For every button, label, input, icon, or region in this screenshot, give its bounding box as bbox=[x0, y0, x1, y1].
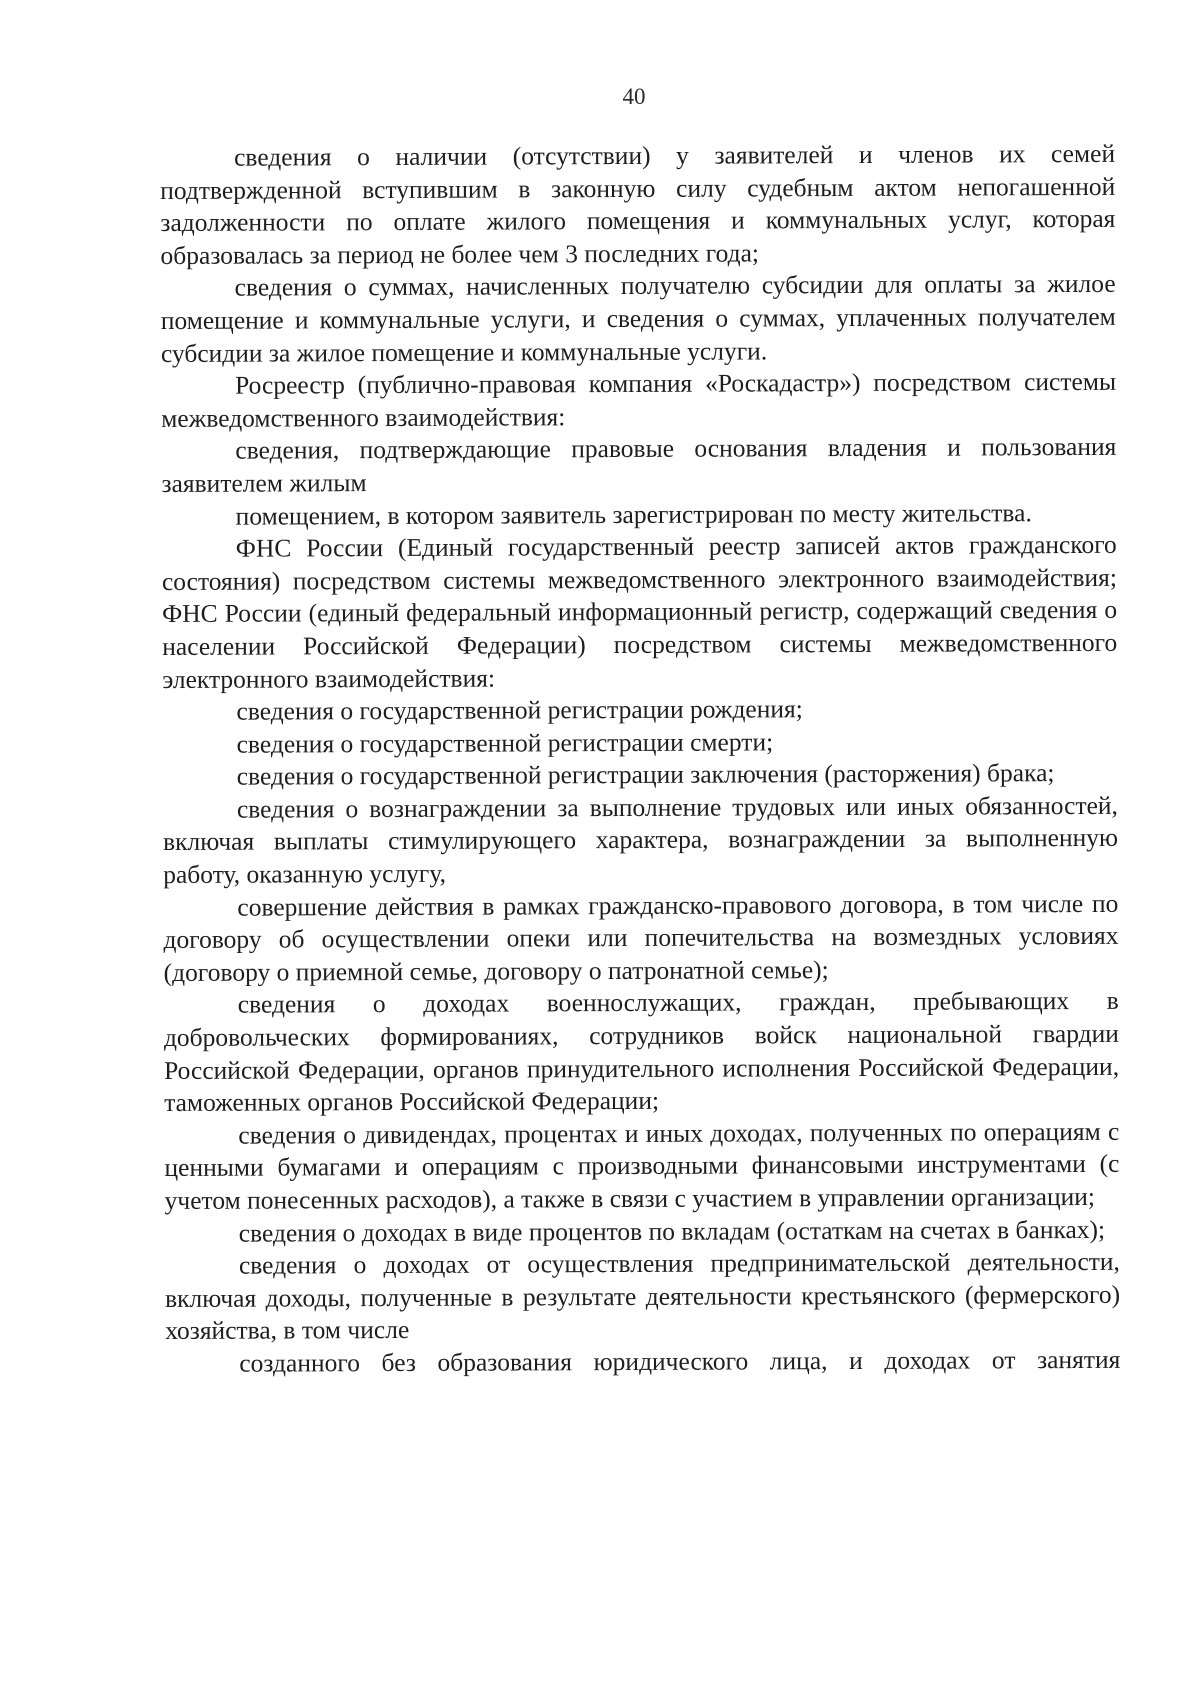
paragraph: сведения о государственной регистрации смерти; bbox=[236, 727, 774, 759]
paragraph: Росреестр (публично-правовая компания «Роскадастр») посредством системы межведомственного взаимодействия: bbox=[161, 366, 1117, 433]
document-body bbox=[160, 138, 1120, 1381]
paragraph: созданного без образования юридического лица, и доходах от занятия bbox=[239, 1344, 1121, 1378]
paragraph: сведения о доходах военнослужащих, граждан, пребывающих в добровольческих формированиях, сотрудников войск национальной гвардии Российской Федерации, органов принудительного исполнения Российской Федерации, таможенных органов Российской Федерации; bbox=[163, 986, 1120, 1118]
paragraph: совершение действия в рамках гражданско-правового договора, в том числе по договору об осуществлении опеки или попечительства на возмездных условиях (договору о приемной семье, договору о патронатной семье); bbox=[163, 888, 1119, 987]
paragraph: сведения о доходах в виде процентов по вкладам (остаткам на счетах в банках); bbox=[238, 1214, 1106, 1248]
paragraph: ФНС России (Единый государственный реестр записей актов гражданского состояния) посредством системы межведомственного электронного взаимодействия; ФНС России (единый федеральный информационный регистр, содержащий сведения о населении Российской Федерации) посредством системы межведомственного электронного взаимодействия: bbox=[161, 529, 1118, 694]
paragraph: сведения о вознаграждении за выполнение трудовых или иных обязанностей, включая выплаты стимулирующего характера, вознаграждении за выполненную работу, оказанную услугу, bbox=[162, 790, 1119, 890]
paragraph: помещением, в котором заявитель зарегистрирован по месту жительства. bbox=[235, 497, 1032, 531]
paragraph: сведения о государственной регистрации рождения; bbox=[236, 694, 803, 726]
paragraph: сведения о доходах от осуществления предпринимательской деятельности, включая доходы, полученные в результате деятельности крестьянского (фермерского) хозяйства, в том числе bbox=[164, 1247, 1121, 1346]
paragraph: сведения о государственной регистрации заключения (расторжения) брака; bbox=[236, 758, 1055, 791]
paragraph: сведения о наличии (отсутствии) у заявителей и членов их семей подтвержденной вступившим в законную силу судебным актом непогашенной задолженности по оплате жилого помещения и коммунальных услуг, которая образовалась за период не более чем 3 последних года; bbox=[160, 138, 1116, 270]
page-number: 40 bbox=[622, 84, 646, 109]
paragraph: сведения о суммах, начисленных получателю субсидии для оплаты за жилое помещение и коммунальные услуги, и сведения о суммах, уплаченных получателем субсидии за жилое помещение и коммунальные услуги. bbox=[160, 269, 1116, 368]
paragraph: сведения, подтверждающие правовые основания владения и пользования заявителем жилым bbox=[161, 432, 1117, 498]
paragraph: сведения о дивидендах, процентах и иных доходах, полученных по операциям с ценными бумагами и операциям с производными финансовыми инструментами (с учетом понесенных расходов), а также в связи с участием в управлении организации; bbox=[164, 1116, 1120, 1215]
